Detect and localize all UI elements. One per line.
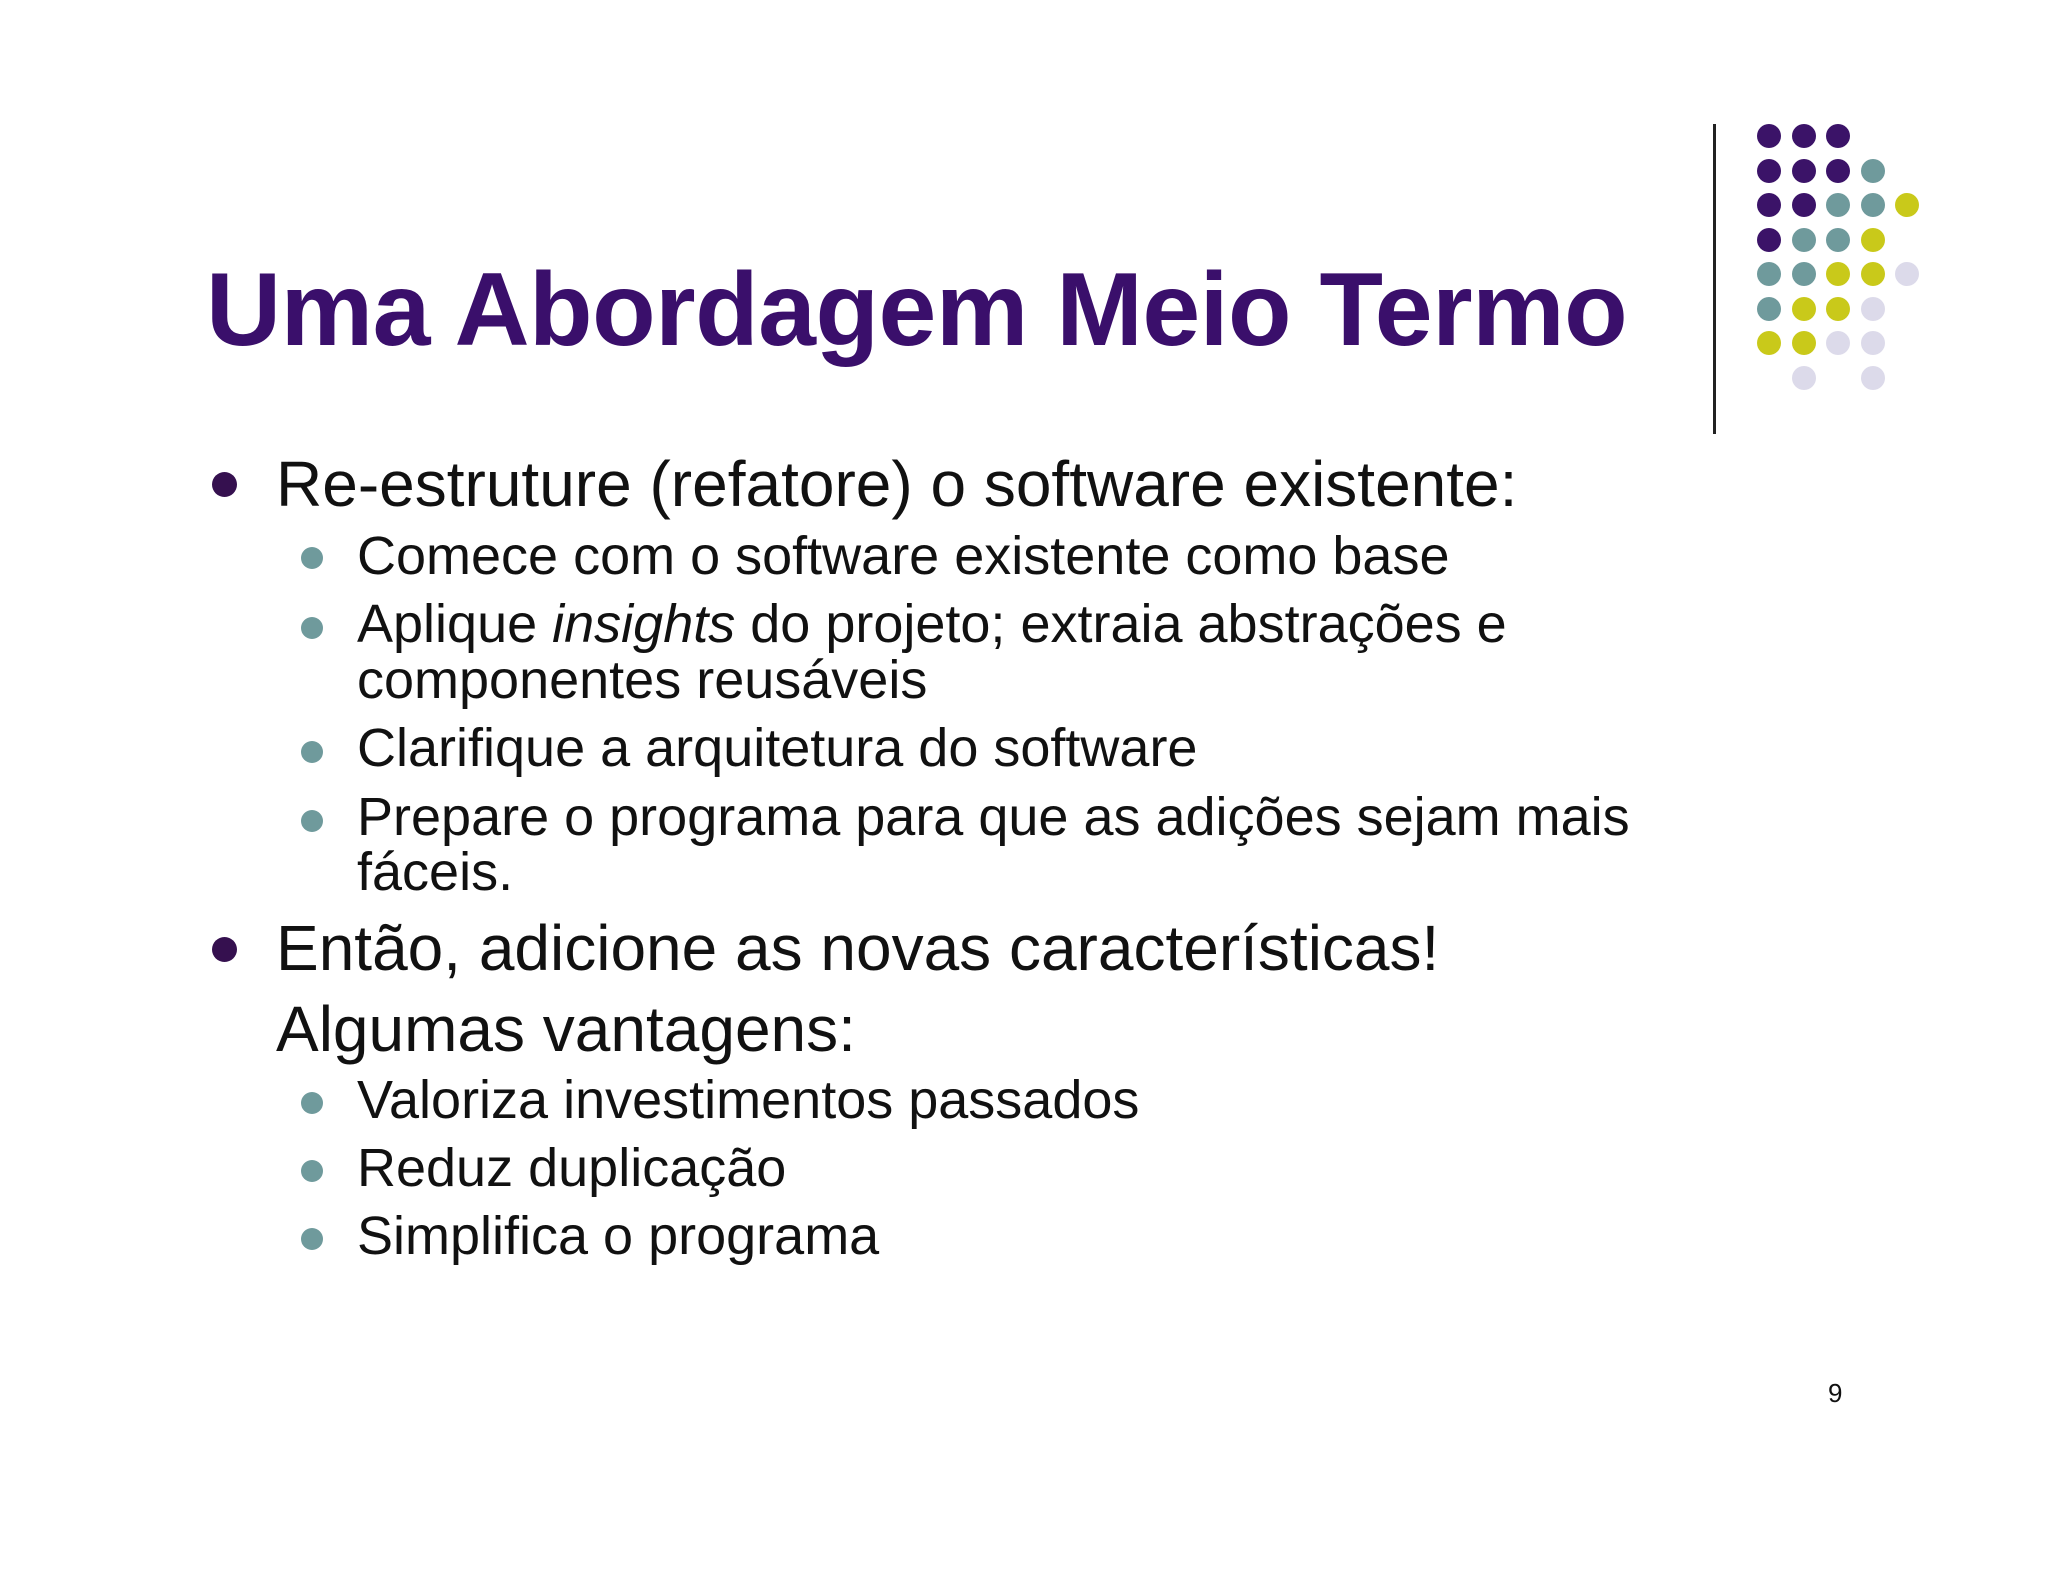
decorative-dot — [1792, 193, 1816, 217]
decorative-dot — [1861, 262, 1885, 286]
bullet-text: Então, adicione as novas características! — [276, 912, 1440, 984]
decorative-dot — [1757, 159, 1781, 183]
sub-bullet-dot-icon — [301, 1092, 323, 1114]
sub-bullet-text-emphasis: insights — [552, 594, 736, 654]
sub-bullet-text: Comece com o software existente como base — [357, 526, 1450, 586]
bullet-text-continuation: Algumas vantagens: — [276, 993, 856, 1065]
decorative-dot — [1792, 331, 1816, 355]
page-number: 9 — [1828, 1378, 1843, 1408]
sub-bullet-dot-icon — [301, 1228, 323, 1250]
sub-bullet-dot-icon — [301, 810, 323, 832]
decorative-dot — [1861, 193, 1885, 217]
decorative-dot — [1792, 297, 1816, 321]
decorative-dot — [1826, 159, 1850, 183]
decorative-dot — [1792, 228, 1816, 252]
sub-bullet-text — [357, 596, 1507, 652]
sub-bullet-dot-icon — [301, 547, 323, 569]
title-divider-line — [1713, 124, 1716, 434]
decorative-dot — [1861, 228, 1885, 252]
sub-bullet-dot-icon — [301, 617, 323, 639]
decorative-dot — [1757, 262, 1781, 286]
sub-bullet-text: Simplifica o programa — [357, 1206, 880, 1266]
decorative-dot — [1826, 228, 1850, 252]
decorative-dot — [1792, 262, 1816, 286]
decorative-dot — [1757, 297, 1781, 321]
slide-title: Uma Abordagem Meio Termo — [206, 252, 1628, 368]
sub-bullet-text: Clarifique a arquitetura do software — [357, 718, 1198, 778]
sub-bullet-text-continuation: componentes reusáveis — [357, 650, 928, 710]
decorative-dot — [1895, 193, 1919, 217]
decorative-dot — [1861, 366, 1885, 390]
sub-bullet-text: Reduz duplicação — [357, 1138, 787, 1198]
decorative-dot — [1757, 228, 1781, 252]
decorative-dot — [1861, 331, 1885, 355]
decorative-dot — [1757, 193, 1781, 217]
bullet-dot-icon — [212, 472, 237, 497]
decorative-dot — [1826, 193, 1850, 217]
decorative-dot — [1826, 262, 1850, 286]
decorative-dot — [1826, 297, 1850, 321]
decorative-dot — [1826, 124, 1850, 148]
decorative-dot — [1792, 124, 1816, 148]
sub-bullet-dot-icon — [301, 741, 323, 763]
decorative-dot — [1792, 159, 1816, 183]
decorative-dot — [1826, 331, 1850, 355]
sub-bullet-text-pre: Aplique — [357, 594, 553, 654]
bullet-text: Re-estruture (refatore) o software existente: — [276, 448, 1518, 520]
bullet-dot-icon — [212, 937, 237, 962]
decorative-dot — [1757, 331, 1781, 355]
sub-bullet-text: Valoriza investimentos passados — [357, 1070, 1140, 1130]
sub-bullet-text-post: do projeto; extraia abstrações e — [735, 594, 1507, 654]
decorative-dot — [1792, 366, 1816, 390]
sub-bullet-dot-icon — [301, 1160, 323, 1182]
decorative-dot — [1861, 159, 1885, 183]
sub-bullet-text-continuation: fáceis. — [357, 842, 514, 902]
sub-bullet-text: Prepare o programa para que as adições sejam mais — [357, 787, 1630, 847]
decorative-dot — [1861, 297, 1885, 321]
decorative-dot — [1757, 124, 1781, 148]
decorative-dot — [1895, 262, 1919, 286]
